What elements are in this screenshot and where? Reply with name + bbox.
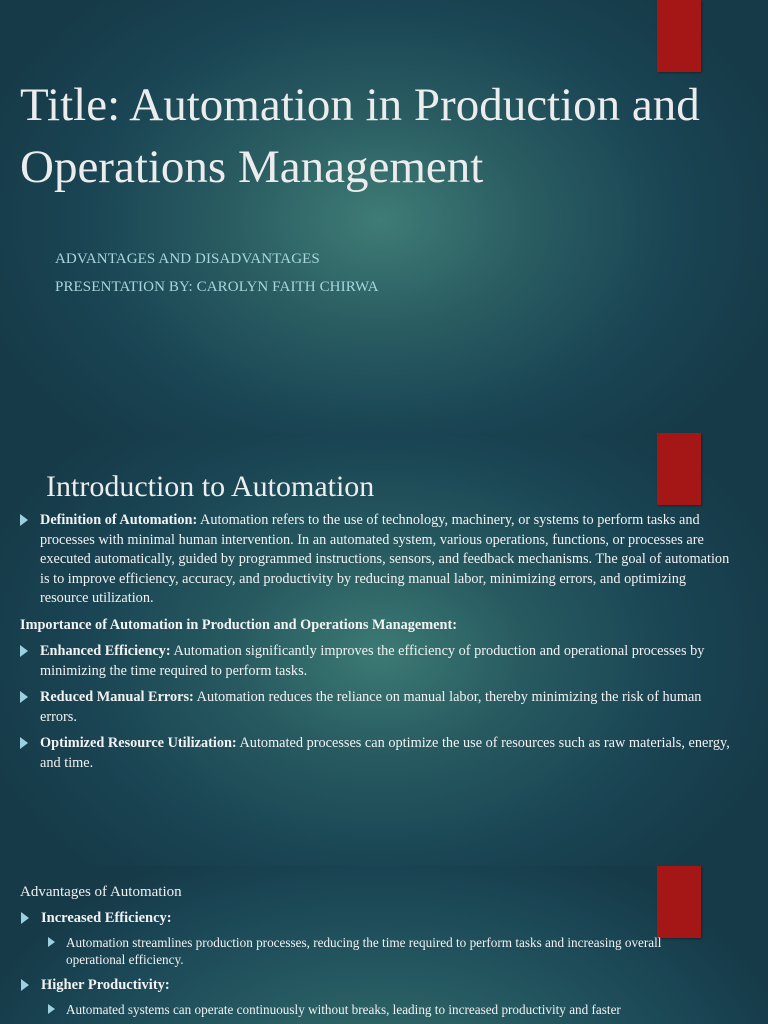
slide-heading: Introduction to Automation: [46, 470, 375, 503]
bullet-term: Enhanced Efficiency:: [40, 643, 171, 659]
bullet-term: Reduced Manual Errors:: [40, 689, 194, 705]
sub-list-item: [48, 934, 720, 968]
bullet-arrow-icon: [20, 691, 28, 703]
subtitle-topic: ADVANTAGES AND DISADVANTAGES: [55, 251, 320, 267]
slide-heading: Advantages of Automation: [20, 884, 182, 900]
sub-bullet-arrow-icon: [48, 937, 55, 947]
bullet-arrow-icon: [20, 737, 28, 749]
bullet-arrow-icon: [20, 645, 28, 657]
bullet-text: Automation refers to the use of technology, machinery, or systems to perform tasks and processes with minimal human intervention. In an automated system, various operations, functions, or processes are executed automatically, guided by programmed instructions, sensors, and feedback mechanisms. The goal of automation is to improve efficiency, accuracy, and productivity by reducing manual labor, minimizing errors, and optimizing resource utilization.: [40, 512, 730, 606]
presentation-title: Title: Automation in Production and Operations Management: [20, 79, 700, 193]
bullet-arrow-icon: [21, 912, 29, 924]
accent-bar: [657, 0, 701, 72]
definition-bullet: [20, 511, 730, 609]
advantage-title: Higher Productivity:: [41, 977, 170, 993]
bullet-text: Automated processes can optimize the use of resources such as raw materials, energy, and time.: [40, 735, 730, 771]
list-item: [20, 688, 730, 727]
advantages-list: [20, 909, 720, 1024]
advantage-detail: Automation streamlines production processes, reducing the time required to perform tasks and increasing overall operational efficiency.: [66, 935, 662, 967]
sub-list-item: [48, 1001, 720, 1018]
bullet-text: Automation reduces the reliance on manual labor, thereby minimizing the risk of human errors.: [40, 689, 702, 725]
slide-introduction: [0, 433, 768, 866]
bullet-text: Automation significantly improves the efficiency of production and operational processes by minimizing the time required to perform tasks.: [40, 643, 705, 679]
list-item: [20, 976, 720, 995]
slide-body: [20, 511, 730, 780]
advantage-title: Increased Efficiency:: [41, 910, 172, 926]
importance-heading: Importance of Automation in Production and Operations Management:: [20, 616, 457, 633]
bullet-term: Optimized Resource Utilization:: [40, 735, 237, 751]
bullet-arrow-icon: [21, 979, 29, 991]
accent-bar: [657, 433, 701, 505]
bullet-arrow-icon: [20, 514, 28, 526]
sub-bullet-arrow-icon: [48, 1004, 55, 1014]
list-item: [20, 642, 730, 681]
bullet-term: Definition of Automation:: [40, 512, 198, 528]
subtitle-presenter: PRESENTATION BY: CAROLYN FAITH CHIRWA: [55, 279, 379, 295]
list-item: [20, 734, 730, 773]
slide-advantages: [0, 866, 768, 1024]
slide-title: [0, 0, 768, 433]
advantage-detail: Automated systems can operate continuously without breaks, leading to increased productivity and faster: [66, 1002, 621, 1017]
list-item: [20, 909, 720, 928]
